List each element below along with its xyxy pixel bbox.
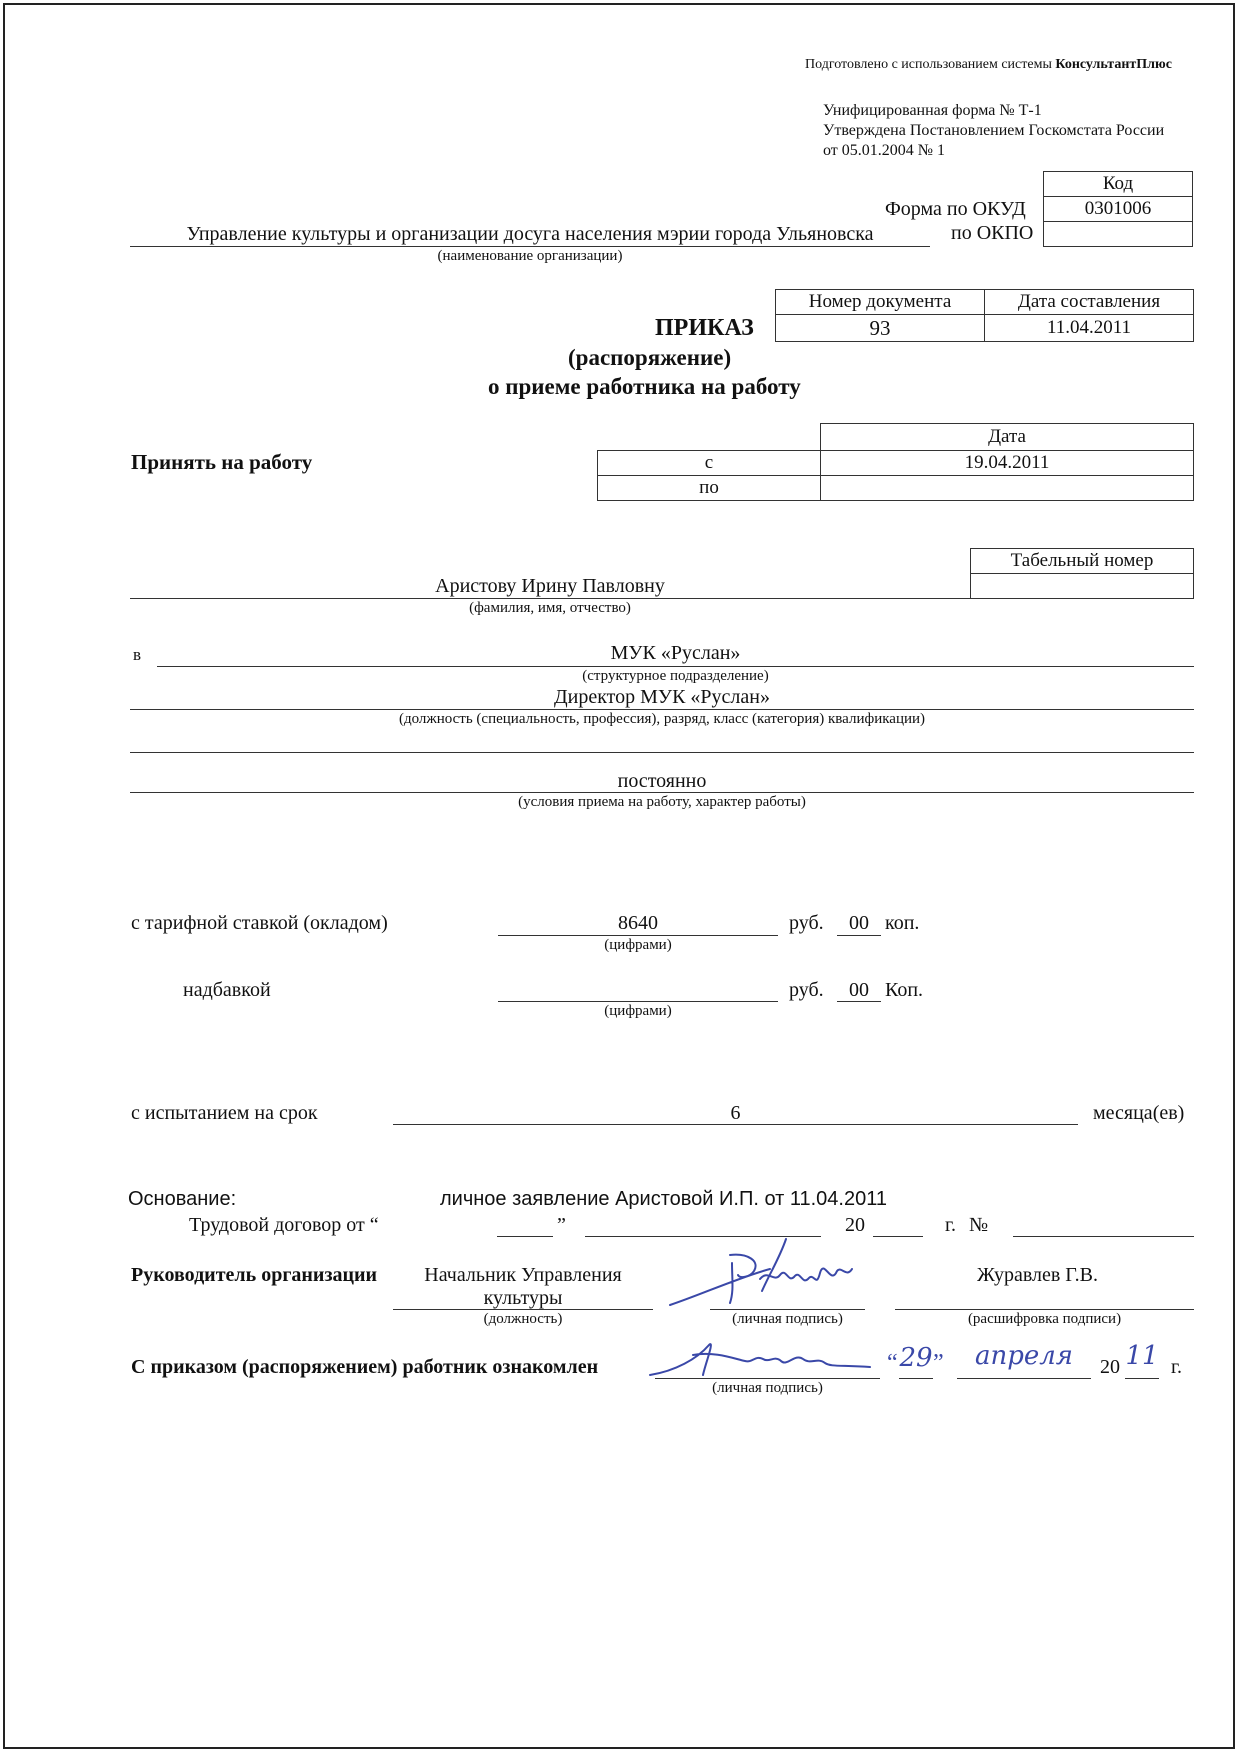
bonus-rub-label: руб.	[789, 979, 824, 1001]
ack-year: 11	[1125, 1341, 1159, 1371]
form-line-1: Унифицированная форма № Т-1	[823, 102, 1042, 119]
head-position: Начальник Управления культуры	[424, 1264, 622, 1309]
hire-from-value: 19.04.2011	[820, 450, 1194, 476]
rate-rub-label: руб.	[789, 912, 824, 934]
ack-day: 29	[899, 1343, 933, 1373]
employee-name-line	[130, 598, 970, 599]
contract-close-quote: ”	[557, 1214, 566, 1236]
ack-month: апреля	[974, 1341, 1074, 1371]
ack-close-quote: ”	[933, 1350, 944, 1376]
okud-label: Форма по ОКУД	[885, 198, 1026, 220]
head-name-line	[895, 1309, 1194, 1310]
contract-day-line	[497, 1236, 553, 1237]
conditions-caption: (условия приема на работу, характер работы)	[518, 794, 806, 810]
head-sign-caption: (личная подпись)	[732, 1311, 843, 1327]
in-label: в	[133, 645, 142, 664]
ack-label: С приказом (распоряжением) работник ознакомлен	[131, 1356, 599, 1378]
organization-name: Управление культуры и организации досуга населения мэрии города Ульяновска	[186, 223, 874, 245]
kod-header: Код	[1043, 171, 1193, 197]
head-decode-caption: (расшифровка подписи)	[967, 1311, 1122, 1327]
head-label: Руководитель организации	[131, 1264, 378, 1286]
probation-unit: месяца(ев)	[1093, 1102, 1185, 1124]
employee-name-caption: (фамилия, имя, отчество)	[469, 600, 631, 616]
organization-line	[130, 246, 930, 247]
contract-year-line	[873, 1236, 923, 1237]
bonus-digits-caption: (цифрами)	[604, 1003, 672, 1019]
basis-label: Основание:	[128, 1188, 237, 1210]
ack-year-suffix: г.	[1171, 1356, 1182, 1378]
ack-sign-caption: (личная подпись)	[712, 1380, 823, 1396]
employee-signature-icon	[645, 1335, 875, 1385]
ack-month-line	[957, 1378, 1091, 1379]
head-signature-icon	[660, 1233, 880, 1313]
probation-value: 6	[730, 1102, 741, 1124]
head-name: Журавлев Г.В.	[977, 1264, 1098, 1286]
okpo-value	[1043, 221, 1193, 247]
rate-label: с тарифной ставкой (окладом)	[131, 912, 388, 934]
rate-digits-caption: (цифрами)	[604, 937, 672, 953]
tab-number-value	[970, 573, 1194, 599]
position-value: Директор МУК «Руслан»	[554, 686, 770, 708]
rate-kop-value: 00	[849, 912, 869, 934]
ack-open-quote: “	[887, 1350, 898, 1376]
rate-value: 8640	[618, 912, 658, 934]
form-line-3: от 05.01.2004 № 1	[823, 142, 946, 159]
bonus-kop-value: 00	[849, 979, 869, 1001]
bonus-kop-line	[837, 1001, 881, 1002]
contract-year-suffix: г.	[945, 1214, 956, 1236]
conditions-line	[130, 792, 1194, 793]
rate-kop-line	[837, 935, 881, 936]
ack-day-line	[899, 1378, 933, 1379]
head-position-line	[393, 1309, 653, 1310]
hire-to-label: по	[597, 475, 821, 501]
contract-number-line	[1013, 1236, 1194, 1237]
employee-name: Аристову Ирину Павловну	[435, 575, 665, 597]
ack-year-line	[1125, 1378, 1159, 1379]
title-disposition: (распоряжение)	[568, 345, 732, 370]
conditions-value: постоянно	[617, 770, 707, 792]
basis-value: личное заявление Аристовой И.П. от 11.04.2011	[440, 1188, 887, 1210]
position-extra-line	[130, 752, 1194, 753]
ack-year-prefix: 20	[1100, 1356, 1120, 1378]
prepared-prefix: Подготовлено с использованием системы	[805, 57, 1052, 72]
bonus-line	[498, 1001, 778, 1002]
department-line	[157, 666, 1194, 667]
rate-line	[498, 935, 778, 936]
hire-from-label: с	[597, 450, 821, 476]
probation-label: с испытанием на срок	[131, 1102, 318, 1124]
prepared-brand: КонсультантПлюс	[1055, 57, 1172, 72]
title-order: ПРИКАЗ	[655, 315, 754, 341]
document-page	[3, 3, 1235, 1749]
bonus-kop-label: Коп.	[885, 979, 924, 1001]
hire-to-value	[820, 475, 1194, 501]
head-position-caption: (должность)	[483, 1311, 563, 1327]
hire-date-header: Дата	[820, 423, 1194, 451]
position-line	[130, 709, 1194, 710]
department-caption: (структурное подразделение)	[582, 668, 769, 684]
rate-kop-label: коп.	[885, 912, 920, 934]
contract-number-sign: №	[969, 1214, 989, 1236]
contract-label: Трудовой договор от “	[189, 1214, 379, 1236]
organization-caption: (наименование организации)	[437, 248, 623, 264]
contract-year-prefix: 20	[845, 1214, 865, 1236]
department-value: МУК «Руслан»	[610, 642, 741, 664]
title-subject: о приеме работника на работу	[488, 374, 801, 399]
form-line-2: Утверждена Постановлением Госкомстата России	[823, 122, 1165, 139]
position-caption: (должность (специальность, профессия), разряд, класс (категория) квалификации)	[398, 711, 926, 727]
doc-number: 93	[775, 314, 985, 342]
okud-value: 0301006	[1043, 196, 1193, 222]
hire-label: Принять на работу	[131, 450, 313, 474]
prepared-note	[805, 57, 1172, 73]
probation-line	[393, 1124, 1078, 1125]
doc-number-header: Номер документа	[775, 289, 985, 315]
bonus-label: надбавкой	[183, 979, 271, 1001]
okpo-label: по ОКПО	[951, 222, 1034, 244]
doc-date-header: Дата составления	[984, 289, 1194, 315]
tab-number-header: Табельный номер	[970, 548, 1194, 574]
doc-date: 11.04.2011	[984, 314, 1194, 342]
